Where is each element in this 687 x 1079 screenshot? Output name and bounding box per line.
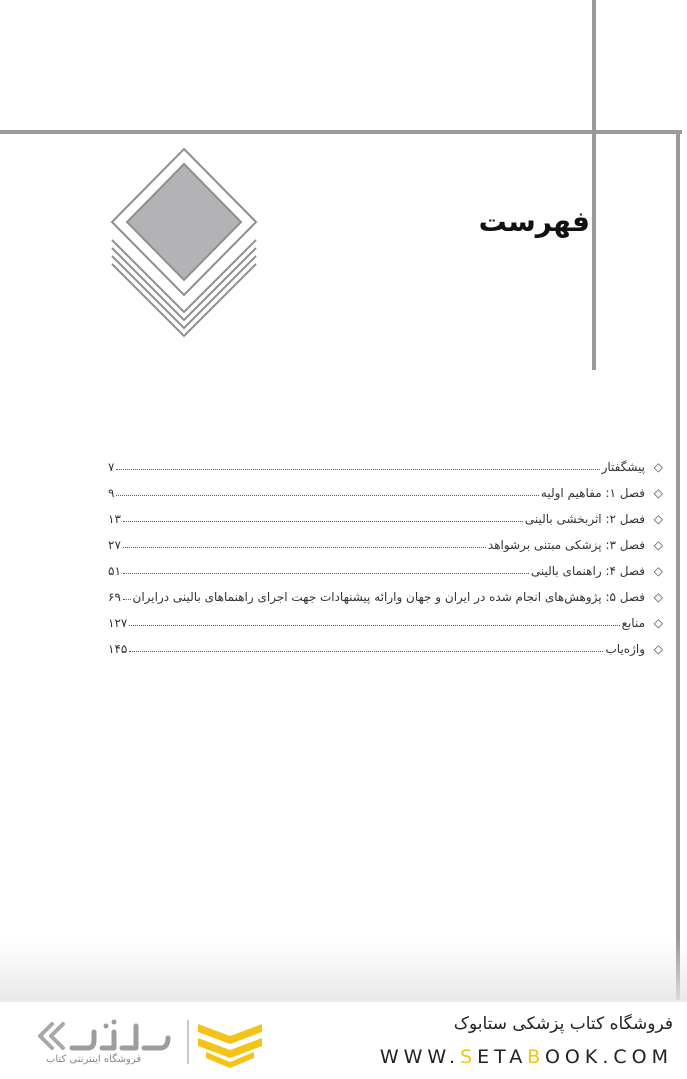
- diamond-outline-icon: ◇: [653, 616, 663, 630]
- toc-entry-page: ۱۲۷: [108, 616, 128, 630]
- toc-entry-page: ۵۱: [108, 564, 121, 578]
- toc-entry-title: فصل ۱: مفاهیم اولیه: [540, 486, 645, 500]
- url-part: ETA: [477, 1046, 528, 1068]
- toc-dot-leader: [123, 599, 131, 600]
- frame-horizontal-line: [0, 130, 682, 134]
- stacked-diamond-icon: [108, 146, 260, 342]
- toc-entry[interactable]: [108, 552, 663, 578]
- toc-dot-leader: [123, 547, 486, 548]
- logo-tagline: فروشگاه اینترنتی کتاب: [46, 1054, 142, 1065]
- toc-entry[interactable]: [108, 448, 663, 474]
- diamond-outline-icon: ◇: [653, 642, 663, 656]
- toc-dot-leader: [116, 495, 538, 496]
- page-bottom-shadow: [0, 940, 687, 1010]
- table-of-contents: [108, 448, 663, 656]
- diamond-outline-icon: ◇: [653, 486, 663, 500]
- toc-entry-title: فصل ۲: اثربخشی بالینی: [524, 512, 645, 526]
- toc-dot-leader: [116, 469, 599, 470]
- toc-dot-leader: [129, 625, 619, 626]
- diamond-outline-icon: ◇: [653, 460, 663, 474]
- url-part-highlight: B: [527, 1046, 545, 1068]
- toc-entry-page: ۱۳: [108, 512, 121, 526]
- toc-dot-leader: [129, 651, 603, 652]
- shop-url[interactable]: [380, 1046, 673, 1068]
- toc-entry[interactable]: [108, 578, 663, 604]
- toc-entry[interactable]: [108, 526, 663, 552]
- toc-dot-leader: [123, 573, 529, 574]
- toc-entry-title: پیشگفتار: [601, 460, 645, 474]
- url-part-highlight: S: [460, 1046, 478, 1068]
- toc-entry-title: فصل ۵: پژوهش‌های انجام شده در ایران و جهان وارائه پیشنهادات جهت اجرای راهنماهای بالینی درایران: [132, 590, 645, 604]
- toc-dot-leader: [123, 521, 523, 522]
- toc-entry[interactable]: [108, 604, 663, 630]
- toc-entry-title: فصل ۴: راهنمای بالینی: [530, 564, 645, 578]
- toc-entry[interactable]: [108, 630, 663, 656]
- diamond-outline-icon: ◇: [653, 564, 663, 578]
- frame-right-line: [676, 130, 680, 1000]
- diamond-outline-icon: ◇: [653, 538, 663, 552]
- url-part: OOK.COM: [544, 1046, 673, 1068]
- page-title: فهرست: [478, 205, 590, 238]
- toc-entry-page: ۹: [108, 486, 115, 500]
- url-part: WWW.: [379, 1046, 461, 1068]
- frame-vertical-line: [592, 0, 596, 370]
- toc-entry-title: واژه‌یاب: [605, 642, 645, 656]
- diamond-outline-icon: ◇: [653, 590, 663, 604]
- footer-banner: [0, 1002, 687, 1079]
- toc-entry-title: فصل ۳: پزشکی مبتنی برشواهد: [487, 538, 645, 552]
- toc-entry[interactable]: [108, 474, 663, 500]
- toc-entry-page: ۶۹: [108, 590, 121, 604]
- shop-name: فروشگاه کتاب پزشکی ستابوک: [453, 1014, 673, 1034]
- toc-entry-page: ۲۷: [108, 538, 121, 552]
- toc-entry[interactable]: [108, 500, 663, 526]
- diamond-outline-icon: ◇: [653, 512, 663, 526]
- toc-entry-page: ۱۴۵: [108, 642, 128, 656]
- toc-entry-page: ۷: [108, 460, 115, 474]
- toc-entry-title: منابع: [621, 616, 645, 630]
